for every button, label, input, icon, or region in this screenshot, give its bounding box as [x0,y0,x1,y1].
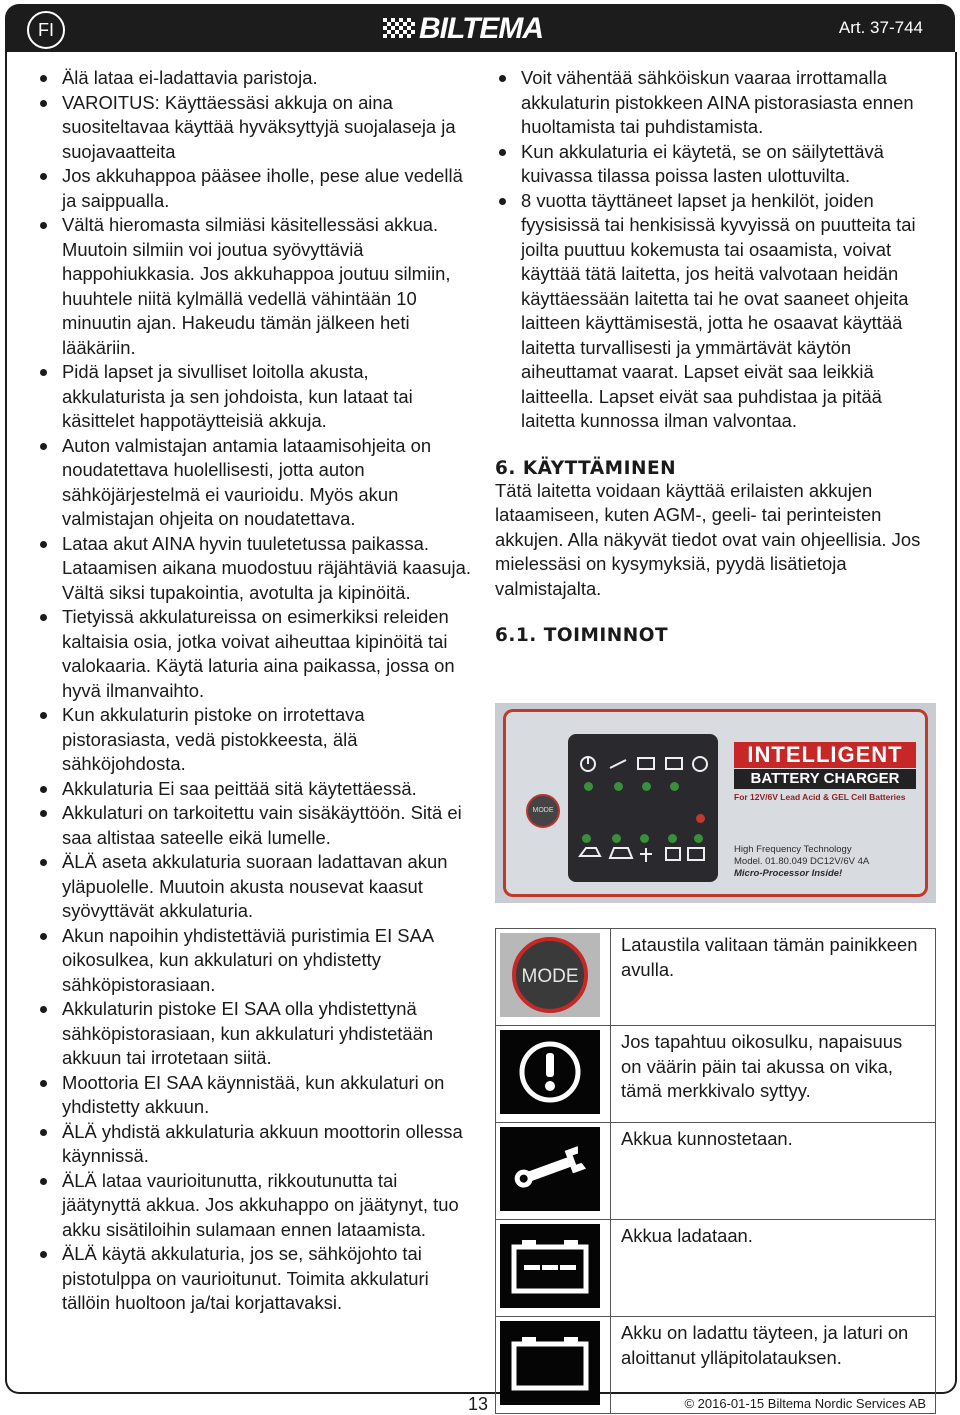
warning-icon [500,1030,600,1114]
function-description: Akkua ladataan. [611,1220,936,1317]
label-battery-types: For 12V/6V Lead Acid & GEL Cell Batteries [734,792,906,802]
led-mode-5 [694,834,703,843]
charger-photo [495,703,936,903]
function-description: Akku on ladattu täyteen, ja laturi on aloittanut ylläpitolatauksen. [611,1317,936,1414]
table-row [496,1220,936,1317]
list-item: Auton valmistajan antamia lataamisohjeita on noudatettava huolellisesti, jotta auton sähköjärjestelmä ei vaurioidu. Myös akun valmistajan ohjeita on noudatettava. [36,434,476,532]
function-description: Akkua kunnostetaan. [611,1123,936,1220]
list-item: Akkulaturin pistoke EI SAA olla yhdistettynä sähköpistorasiaan, kun akkulaturi yhdistetään akkuun tai irrotetaan siitä. [36,997,476,1071]
table-row [496,929,936,1026]
wrench-icon [500,1127,600,1211]
language-badge: FI [27,11,65,49]
list-item: Akkulaturi on tarkoitettu vain sisäkäyttöön. Sitä ei saa altistaa sateelle eikä lumelle. [36,801,476,850]
function-description: Jos tapahtuu oikosulku, napaisuus on väärin päin tai akussa on vika, tämä merkkivalo syttyy. [611,1026,936,1123]
section-title-functions: 6.1. TOIMINNOT [495,625,669,646]
label-micro: Micro-Processor Inside! [734,868,843,879]
led-mode-4 [668,834,677,843]
svg-text:MODE: MODE [521,966,579,987]
list-item: ÄLÄ yhdistä akkulaturia akkuun moottorin ollessa käynnissä. [36,1120,476,1169]
label-hf: High Frequency Technology [734,844,852,855]
page-header [5,4,955,52]
list-item: Voit vähentää sähköiskun vaaraa irrottamalla akkulaturin pistokkeen AINA pistorasiasta ennen huoltamista tai puhdistamista. [495,66,940,140]
left-column [36,66,476,1316]
function-description: Lataustila valitaan tämän painikkeen avulla. [611,929,936,1026]
mode-button-icon [500,933,600,1017]
checker-flag-icon [383,18,415,40]
page-number: 13 [468,1394,489,1414]
right-column [495,66,940,646]
list-item: Pidä lapset ja sivulliset loitolla akusta, akkulaturista ja sen johdoista, kun lataat tai käsittelet happotäytteisiä akkuja. [36,360,476,434]
functions-table [495,928,936,1414]
indicator-symbols-icon [568,734,718,882]
led-repair [614,782,623,791]
label-intelligent: INTELLIGENT [734,742,916,768]
label-model: Model. 01.80.049 DC12V/6V 4A [734,856,870,867]
indicator-panel [568,734,718,882]
article-number: Art. 37-744 [838,18,923,37]
list-item: VAROITUS: Käyttäessäsi akkuja on aina suositeltavaa käyttää hyväksyttyjä suojalaseja ja suojavaatteita [36,91,476,165]
charger-mode-button: MODE [526,794,560,828]
list-item: Tietyissä akkulatureissa on esimerkiksi releiden kaltaisia osia, jotka voivat aiheuttaa kipinöitä tai valokaaria. Käytä laturia aina paikassa, jossa on hyvä ilmanvaihto. [36,605,476,703]
table-row [496,1026,936,1123]
led-power [584,782,593,791]
led-mode-3 [640,834,649,843]
copyright: © 2016-01-15 Biltema Nordic Services AB [684,1396,926,1411]
list-item: Moottoria EI SAA käynnistää, kun akkulaturi on yhdistetty akkuun. [36,1071,476,1120]
list-item: Älä lataa ei-ladattavia paristoja. [36,66,476,91]
section-usage-text: Tätä laitetta voidaan käyttää erilaisten akkujen lataamiseen, kuten AGM-, geeli- tai perinteisten akkujen. Alla näkyvät tiedot ovat vain ohjeellisia. Jos mielessäsi on kysymyksiä, pyydä lisätietoja valmistajalta. [495,479,921,599]
led-mode-2 [612,834,621,843]
battery-full-icon [500,1321,600,1405]
list-item: ÄLÄ lataa vaurioitunutta, rikkoutunutta tai jäätynyttä akkua. Jos akkuhappo on jäätynyt, tuo akku sisätiloihin sulamaan ennen lataamista. [36,1169,476,1243]
list-item: Vältä hieromasta silmiäsi käsitellessäsi akkua. Muutoin silmiin voi joutua syövyttäviä happohiukkasia. Jos akkuhappoa joutuu silmiin, huuhtele niitä kylmällä vedellä vähintään 10 minuutin ajan. Hakeudu tämän jälkeen heti lääkäriin. [36,213,476,360]
led-error [696,814,705,823]
charger-front-panel [503,709,928,897]
list-item: Akun napoihin yhdistettäviä puristimia EI SAA oikosulkea, kun akkulaturi on yhdistetty sähköpistorasiaan. [36,924,476,998]
list-item: Jos akkuhappoa pääsee iholle, pese alue vedellä ja saippualla. [36,164,476,213]
list-item: Lataa akut AINA hyvin tuuletetussa paikassa. Lataamisen aikana muodostuu räjähtäviä kaasuja. Vältä siksi tupakointia, avotulta ja kipinöitä. [36,532,476,606]
list-item: Kun akkulaturia ei käytetä, se on säilytettävä kuivassa tilassa poissa lasten ulottuvilta. [495,140,940,189]
list-item: Akkulaturia Ei saa peittää sitä käytettäessä. [36,777,476,802]
battery-charging-icon [500,1224,600,1308]
brand-logo [383,12,543,46]
led-full [670,782,679,791]
brand-name: BILTEMA [419,12,544,45]
safety-list-left [36,66,476,1316]
list-item: Kun akkulaturin pistoke on irrotettava pistorasiasta, vedä pistokkeesta, älä sähköjohdosta. [36,703,476,777]
list-item: ÄLÄ aseta akkulaturia suoraan ladattavan akun yläpuolelle. Muutoin akusta nousevat kaasut syövyttävät akkulaturia. [36,850,476,924]
table-row [496,1123,936,1220]
list-item: ÄLÄ käytä akkulaturia, jos se, sähköjohto tai pistotulppa on vaurioitunut. Toimita akkulaturi tällöin huoltoon ja/tai korjattavaksi. [36,1242,476,1316]
section-title-usage: 6. KÄYTTÄMINEN [495,457,677,479]
led-mode-1 [582,834,591,843]
led-charging [642,782,651,791]
label-specs [734,844,869,880]
safety-list-right [495,66,940,434]
label-battery-charger: BATTERY CHARGER [734,769,916,789]
list-item: 8 vuotta täyttäneet lapset ja henkilöt, joiden fyysisissä tai henkisissä kyvyissä on puutteita tai joilta puuttuu kokemusta tai osaamista, voivat käyttää tätä laitetta, jos heitä valvotaan heidän käyttäessään laitetta tai he ovat saaneet ohjeita laitteen käyttämisestä, jotta he osaavat käyttää laitetta turvallisesti ja ymmärtävät käytön aiheuttamat vaarat. Lapset eivät saa leikkiä laitteella. Lapset eivät saa puhdistaa ja pitää laitetta kunnossa ilman valvontaa. [495,189,940,434]
